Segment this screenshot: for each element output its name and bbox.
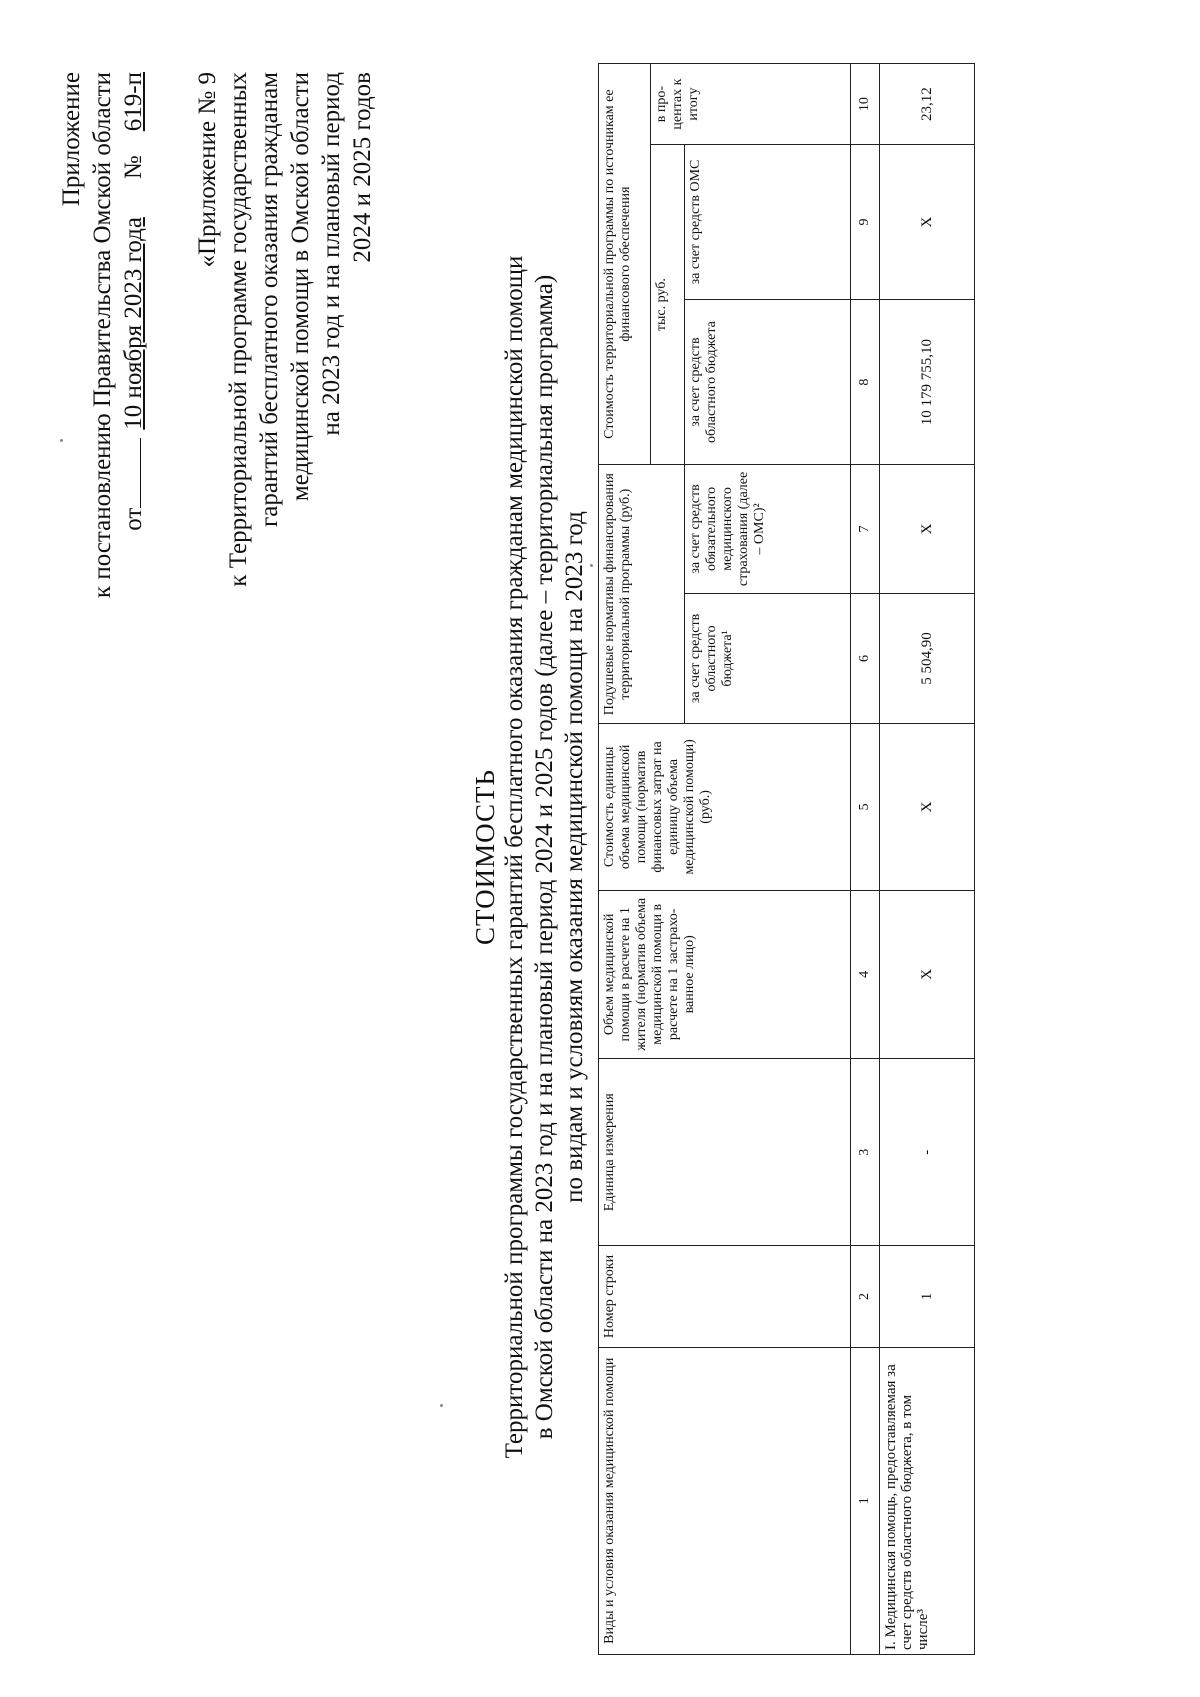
header-percent: в про-центах к итогу bbox=[651, 64, 851, 145]
title-line-3: по видам и условиям оказания медицинской помощи на 2023 год bbox=[561, 511, 588, 1203]
column-number: 8 bbox=[851, 299, 880, 464]
column-number: 7 bbox=[851, 465, 880, 593]
column-number: 1 bbox=[851, 1347, 880, 1654]
reference-block bbox=[192, 72, 378, 587]
column-number: 6 bbox=[851, 593, 880, 724]
title-line-1: Территориальной программы государственных гарантий бесплатного оказания гражданам медицинской помощи bbox=[501, 255, 528, 1459]
number-label: № bbox=[120, 155, 147, 180]
row-cost-budget: 10 179 755,10 bbox=[880, 299, 975, 464]
reference-line-1: «Приложение № 9 bbox=[194, 72, 221, 268]
resolution-number: 619-п bbox=[120, 72, 147, 132]
column-number: 9 bbox=[851, 145, 880, 300]
row-volume: X bbox=[880, 890, 975, 1058]
resolution-line: к постановлению Правительства Омской области bbox=[89, 72, 116, 599]
row-per-capita-budget: 5 504,90 bbox=[880, 593, 975, 724]
appendix-title: Приложение bbox=[58, 72, 85, 207]
reference-line-2: к Территориальной программе государственных bbox=[225, 72, 252, 587]
row-percent: 23,12 bbox=[880, 64, 975, 145]
row-number: 1 bbox=[880, 1246, 975, 1347]
header-unit: Единица измерения bbox=[599, 1059, 851, 1246]
document-title bbox=[470, 57, 590, 1657]
title-line-2: в Омской области на 2023 год и на плановый период 2024 и 2025 годов (далее – территориальная программа) bbox=[531, 274, 558, 1440]
from-label: от bbox=[120, 507, 147, 531]
table-row bbox=[880, 64, 975, 1655]
row-unit-cost: X bbox=[880, 724, 975, 890]
column-number: 10 bbox=[851, 64, 880, 145]
scan-speck bbox=[60, 439, 63, 442]
title-heading: СТОИМОСТЬ bbox=[470, 769, 500, 945]
header-row-number: Номер строки bbox=[599, 1246, 851, 1347]
row-cost-oms: X bbox=[880, 145, 975, 300]
reference-line-6: 2024 и 2025 годов bbox=[349, 72, 376, 263]
scan-speck bbox=[440, 1404, 443, 1407]
header-types: Виды и условия оказания медицинской помощи bbox=[599, 1347, 851, 1654]
header-per-capita: Подушевые нормативы финансирования территориальной программы (руб.) bbox=[599, 465, 685, 724]
column-number: 5 bbox=[851, 724, 880, 890]
column-number: 4 bbox=[851, 890, 880, 1058]
row-name: I. Медицинская помощь, предоставляемая за счет средств областного бюджета, в том числе³ bbox=[880, 1347, 975, 1654]
reference-line-3: гарантий бесплатного оказания гражданам bbox=[256, 72, 283, 528]
appendix-header bbox=[56, 72, 149, 598]
header-cost: Стоимость территориальной программы по источникам ее финансового обеспечения bbox=[599, 64, 651, 465]
date-line bbox=[118, 72, 149, 598]
header-volume: Объем медицинской помощи в расчете на 1 жителя (норматив объема медицинской помощи в расчете на 1 застрахо-ванное лицо) bbox=[599, 890, 851, 1058]
header-cost-budget: за счет средств областного бюджета bbox=[685, 299, 851, 464]
reference-line-4: медицинской помощи в Омской области bbox=[287, 72, 314, 502]
row-unit: - bbox=[880, 1059, 975, 1246]
row-per-capita-oms: X bbox=[880, 465, 975, 593]
column-number: 3 bbox=[851, 1059, 880, 1246]
header-per-capita-budget: за счет средств областного бюджета¹ bbox=[685, 593, 851, 724]
header-per-capita-oms: за счет средств обязательного медицинского страхования (далее – ОМС)² bbox=[685, 465, 851, 593]
header-cost-oms: за счет средств ОМС bbox=[685, 145, 851, 300]
header-thousand-rub: тыс. руб. bbox=[651, 145, 685, 465]
scan-speck bbox=[590, 564, 593, 567]
header-unit-cost: Стоимость единицы объема медицинской помощи (норматив финансовых затрат на единицу объема медицинской помощи) (руб.) bbox=[599, 724, 851, 890]
column-number: 2 bbox=[851, 1246, 880, 1347]
resolution-date: 10 ноября 2023 года bbox=[120, 217, 147, 430]
cost-table bbox=[598, 63, 975, 1655]
reference-line-5: на 2023 год и на плановый период bbox=[318, 72, 345, 436]
